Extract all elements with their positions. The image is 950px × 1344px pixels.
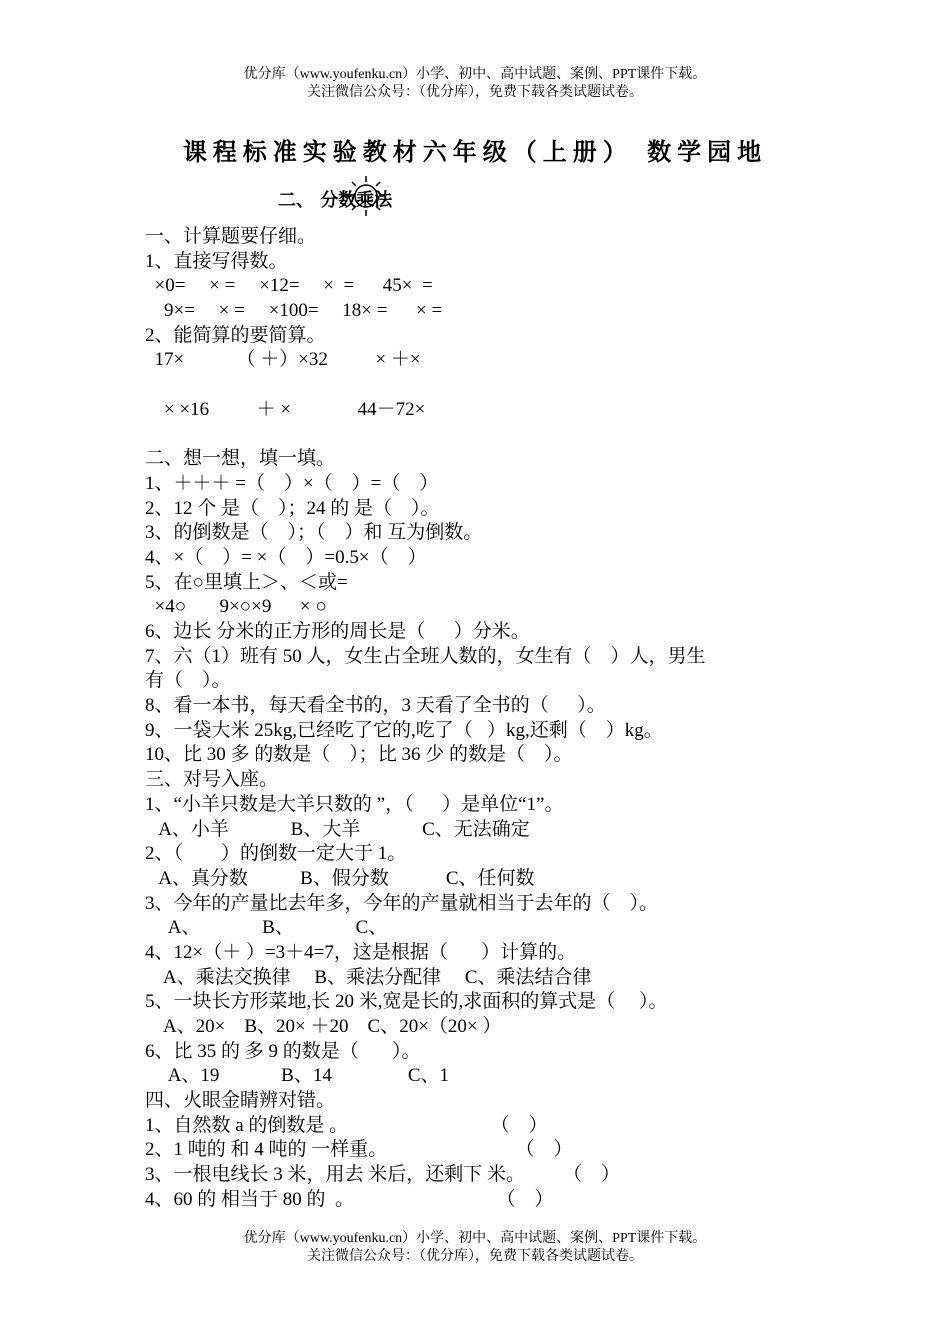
header-line-1: 优分库（www.youfenku.cn）小学、初中、高中试题、案例、PPT课件下载。 (243, 67, 707, 82)
worksheet-line: A、19 B、14 C、1 (145, 1065, 450, 1087)
worksheet-line: 9×= × = ×100= 18× = × = (145, 300, 443, 322)
worksheet-line: ×0= × = ×12= × = 45× = (145, 275, 433, 297)
worksheet-line: A、 B、 C、 (145, 917, 388, 939)
worksheet-line (145, 373, 845, 398)
worksheet-line: 5、一块长方形菜地,长 20 米,宽是长的,求面积的算式是（ ）。 (145, 991, 668, 1013)
page-title: 课程标准实验教材六年级（上册） 数学园地 (182, 138, 768, 166)
worksheet-line (145, 423, 845, 448)
worksheet-line: 2、12 个 是（ ）；24 的 是（ ）。 (145, 497, 440, 519)
worksheet-line: 3、一根电线长 3 米，用去 米后，还剩下 米。 （ ） (145, 1164, 621, 1186)
worksheet-line: 2、（ ）的倒数一定大于 1。 (145, 843, 407, 865)
worksheet-line: A、乘法交换律 B、乘法分配律 C、乘法结合律 (145, 966, 592, 988)
worksheet-body (145, 225, 845, 1213)
worksheet-line: 7、六（1）班有 50 人，女生占全班人数的，女生有（ ）人，男生 (145, 645, 706, 667)
worksheet-line: ×4○ 9×○×9 × ○ (145, 596, 327, 618)
worksheet-line: 3、今年的产量比去年多，今年的产量就相当于去年的（ ）。 (145, 892, 659, 914)
worksheet-line: A、真分数 B、假分数 C、任何数 (145, 867, 535, 889)
worksheet-line: 四、火眼金睛辨对错。 (145, 1090, 336, 1112)
worksheet-line: 10、比 30 多 的数是（ ）；比 36 少 的数是（ ）。 (145, 744, 573, 766)
footer-line-2: 关注微信公众号：（优分库），免费下载各类试题试卷。 (307, 1249, 643, 1264)
worksheet-line: 三、对号入座。 (145, 769, 279, 791)
worksheet-line: 1、＋＋＋ =（ ）×（ ）=（ ） (145, 472, 439, 494)
worksheet-line: 2、1 吨的 和 4 吨的 一样重。 （ ） (145, 1139, 573, 1161)
worksheet-line: 6、比 35 的 多 9 的数是（ ）。 (145, 1040, 421, 1062)
worksheet-line: 17× （ ＋）×32 × ＋× (145, 349, 421, 371)
worksheet-line: 4、12×（＋ ）=3＋4=7，这是根据（ ）计算的。 (145, 941, 577, 963)
worksheet-line: 一、计算题要仔细。 (145, 226, 317, 247)
worksheet-line: 6、边长 分米的正方形的周长是（ ）分米。 (145, 621, 530, 642)
worksheet-line: A、20× B、20× ＋20 C、20×（20× ） (145, 1016, 502, 1037)
worksheet-line: 8、看一本书，每天看全书的，3 天看了全书的（ ）。 (145, 695, 606, 717)
worksheet-line: 4、×（ ）= ×（ ）=0.5×（ ） (145, 546, 427, 568)
worksheet-line: × ×16 ＋ × 44－72× (145, 398, 426, 420)
worksheet-line: 2、能简算的要简算。 (145, 324, 326, 346)
worksheet-line: 5、在○里填上＞、＜或= (145, 571, 348, 593)
worksheet-line: A、小羊 B、大羊 C、无法确定 (145, 818, 530, 840)
header-line-2: 关注微信公众号：（优分库），免费下载各类试题试卷。 (307, 85, 643, 100)
section-subtitle: 二、 分数乘法 (278, 190, 393, 211)
worksheet-line: 9、一袋大米 25kg,已经吃了它的,吃了（ ）kg,还剩（ ）kg。 (145, 719, 663, 741)
worksheet-line: 1、直接写得数。 (145, 250, 288, 272)
worksheet-line: 1、“小羊只数是大羊只数的 ”，（ ）是单位“1”。 (145, 793, 564, 815)
worksheet-line: 二、想一想，填一填。 (145, 448, 336, 470)
worksheet-line: 3、的倒数是（ ）；（ ）和 互为倒数。 (145, 522, 483, 544)
footer-line-1: 优分库（www.youfenku.cn）小学、初中、高中试题、案例、PPT课件下载。 (243, 1231, 707, 1246)
worksheet-line: 有（ ）。 (145, 670, 231, 692)
worksheet-line: 4、60 的 相当于 80 的 。 （ ） (145, 1188, 554, 1210)
worksheet-line: 1、自然数 a 的倒数是 。 （ ） (145, 1114, 548, 1136)
